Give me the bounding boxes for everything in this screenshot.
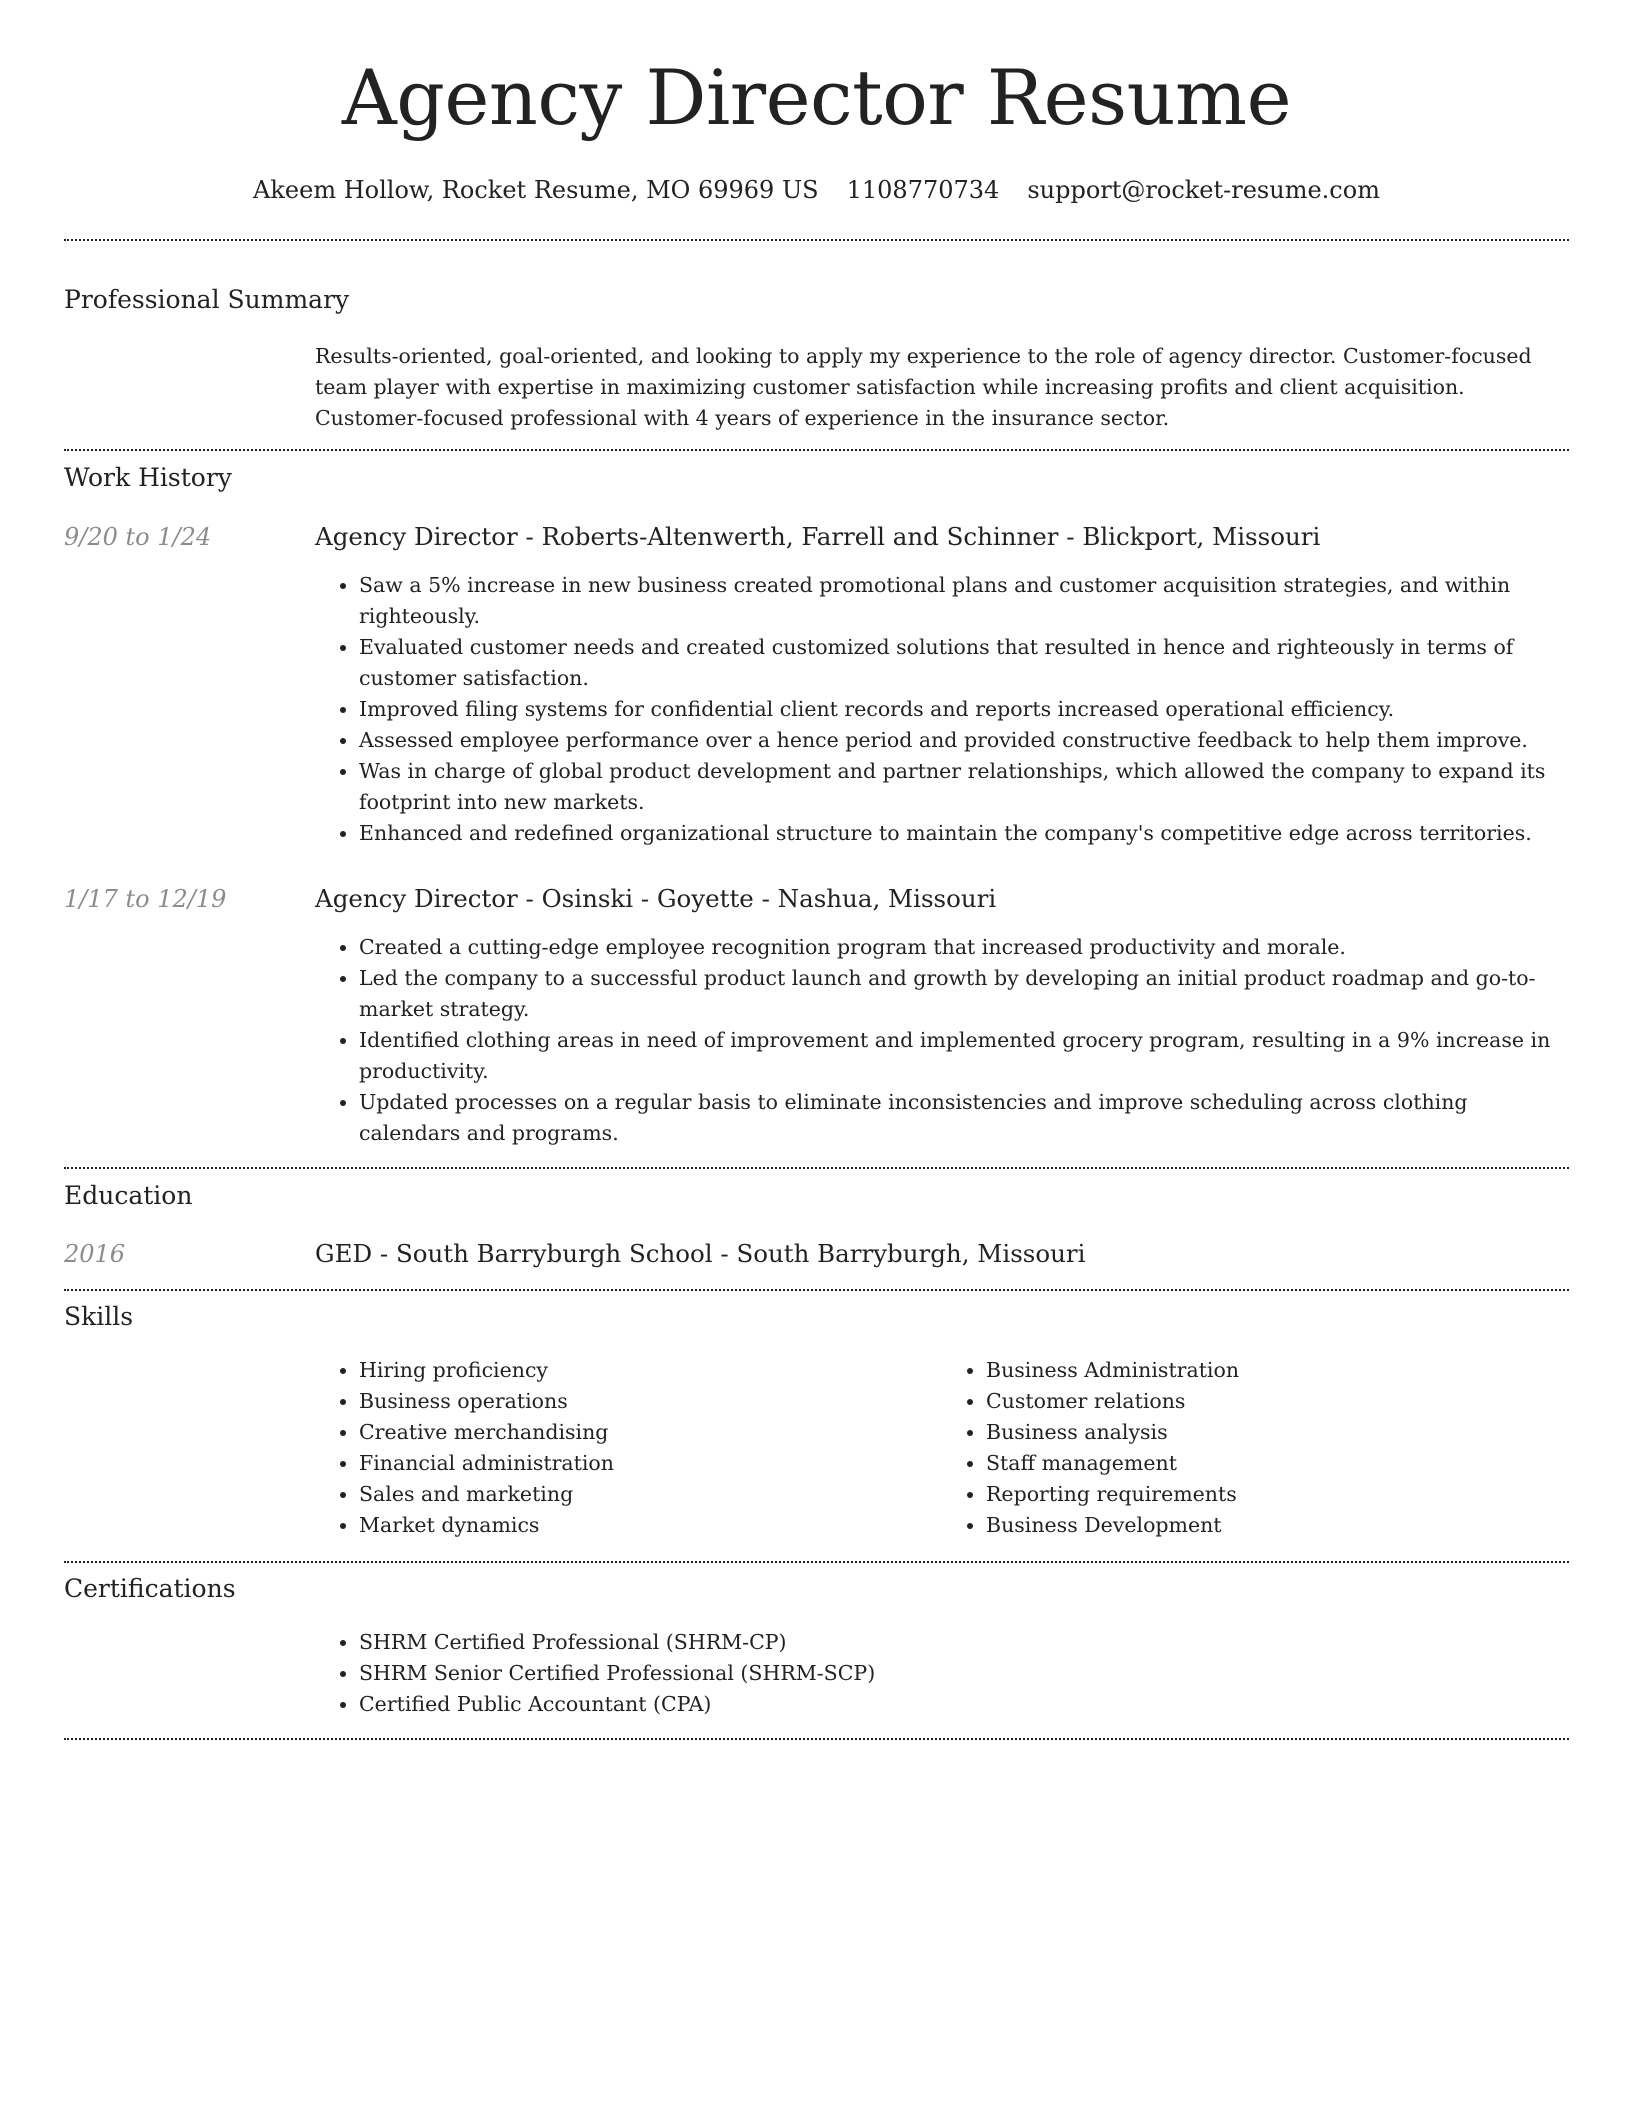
contact-email[interactable]: support@rocket-resume.com: [1027, 176, 1380, 204]
list-item: • Sales and marketing: [359, 1479, 942, 1510]
list-item: • Business analysis: [986, 1417, 1569, 1448]
list-item: • Evaluated customer needs and created customized solutions that resulted in hence and righteously in terms of customer satisfaction.: [359, 632, 1569, 694]
contact-phone: 1108770734: [846, 176, 1000, 204]
list-item: • Hiring proficiency: [359, 1355, 942, 1386]
job-bullets: [315, 932, 1569, 1149]
section-heading-summary: Professional Summary: [64, 285, 350, 314]
job-title: Agency Director - Roberts-Altenwerth, Farrell and Schinner - Blickport, Missouri: [315, 522, 1321, 551]
certifications-block: [315, 1627, 1569, 1720]
list-item: • Updated processes on a regular basis to eliminate inconsistencies and improve scheduling across clothing calendars and programs.: [359, 1087, 1569, 1149]
education-year: 2016: [64, 1240, 126, 1268]
divider: [64, 239, 1569, 241]
resume-title: Agency Director Resume: [341, 53, 1292, 142]
list-item: • Assessed employee performance over a hence period and provided constructive feedback to help them improve.: [359, 725, 1569, 756]
list-item: • Customer relations: [986, 1386, 1569, 1417]
section-heading-certifications: Certifications: [64, 1574, 236, 1603]
job-title: Agency Director - Osinski - Goyette - Nashua, Missouri: [315, 884, 997, 913]
list-item: • SHRM Senior Certified Professional (SHRM-SCP): [359, 1658, 1569, 1689]
list-item: • Business Administration: [986, 1355, 1569, 1386]
skills-list-left: [315, 1355, 942, 1541]
list-item: • Improved filing systems for confidential client records and reports increased operational efficiency.: [359, 694, 1569, 725]
summary-text: Results-oriented, goal-oriented, and looking to apply my experience to the role of agency director. Customer-focused team player with expertise in maximizing customer satisfaction while increasing profits and client acquisition. Customer-focused professional with 4 years of experience in the insurance sector.: [315, 344, 1532, 430]
list-item: • Enhanced and redefined organizational structure to maintain the company's competitive edge across territories.: [359, 818, 1569, 849]
divider: [64, 1738, 1569, 1740]
list-item: • Staff management: [986, 1448, 1569, 1479]
education-title: GED - South Barryburgh School - South Barryburgh, Missouri: [315, 1239, 1086, 1268]
job-bullets: [315, 570, 1569, 849]
section-heading-skills: Skills: [64, 1302, 134, 1331]
skills-list-right: [942, 1355, 1569, 1541]
contact-line: [64, 170, 1569, 210]
skills-columns: [315, 1355, 1569, 1541]
list-item: • Saw a 5% increase in new business created promotional plans and customer acquisition strategies, and within righteously.: [359, 570, 1569, 632]
list-item: • Market dynamics: [359, 1510, 942, 1541]
list-item: • Created a cutting-edge employee recognition program that increased productivity and morale.: [359, 932, 1569, 963]
list-item: • Financial administration: [359, 1448, 942, 1479]
divider: [64, 1289, 1569, 1291]
section-heading-work: Work History: [64, 463, 232, 492]
list-item: • Certified Public Accountant (CPA): [359, 1689, 1569, 1720]
job-dates: 1/17 to 12/19: [64, 885, 227, 913]
divider: [64, 1167, 1569, 1169]
list-item: • Business operations: [359, 1386, 942, 1417]
contact-address: Akeem Hollow, Rocket Resume, MO 69969 US: [253, 176, 819, 204]
list-item: • Identified clothing areas in need of improvement and implemented grocery program, resulting in a 9% increase in productivity.: [359, 1025, 1569, 1087]
divider: [64, 449, 1569, 451]
list-item: • SHRM Certified Professional (SHRM-CP): [359, 1627, 1569, 1658]
list-item: • Led the company to a successful product launch and growth by developing an initial product roadmap and go-to-market strategy.: [359, 963, 1569, 1025]
list-item: • Business Development: [986, 1510, 1569, 1541]
list-item: • Creative merchandising: [359, 1417, 942, 1448]
divider: [64, 1561, 1569, 1563]
summary-block: [315, 341, 1569, 434]
list-item: • Was in charge of global product development and partner relationships, which allowed the company to expand its footprint into new markets.: [359, 756, 1569, 818]
list-item: • Reporting requirements: [986, 1479, 1569, 1510]
job-dates: 9/20 to 1/24: [64, 523, 212, 551]
section-heading-education: Education: [64, 1181, 193, 1210]
